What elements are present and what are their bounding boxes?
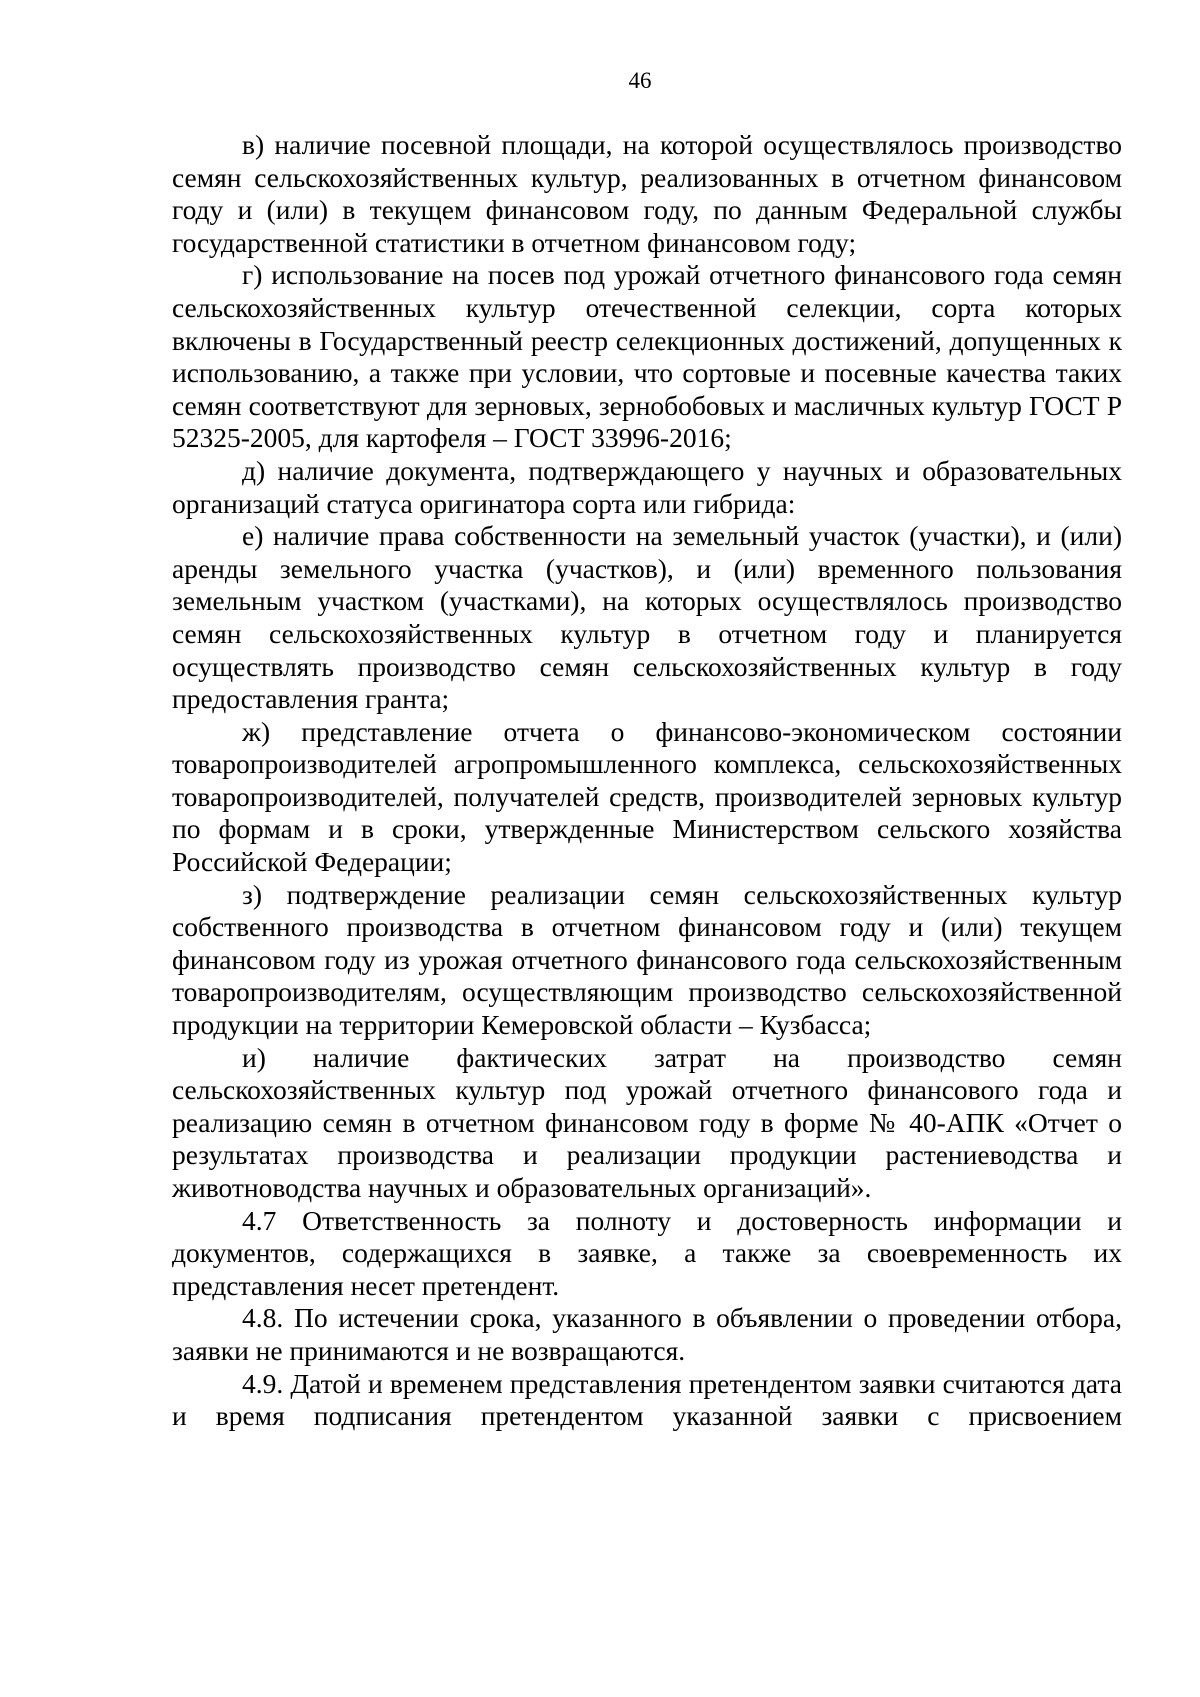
paragraph-4-9: 4.9. Датой и временем представления претендентом заявки считаются дата и время подписания претендентом указанной заявки с присвоением [172,1367,1122,1432]
paragraph-i: и) наличие фактических затрат на производство семян сельскохозяйственных культур под урожай отчетного финансового года и реализацию семян в отчетном финансовом году в форме № 40-АПК «Отчет о результатах производства и реализации продукции растениеводства и животноводства научных и образовательных организаций». [172,1041,1122,1203]
paragraph-4-7: 4.7 Ответственность за полноту и достоверность информации и документов, содержащихся в заявке, а также за своевременность их представления несет претендент. [172,1204,1122,1301]
page-number: 46 [628,68,652,93]
paragraph-v: в) наличие посевной площади, на которой осуществлялось производство семян сельскохозяйственных культур, реализованных в отчетном финансовом году и (или) в текущем финансовом году, по данным Федеральной службы государственной статистики в отчетном финансовом году; [172,129,1122,258]
paragraph-zh: ж) представление отчета о финансово-экономическом состоянии товаропроизводителей агропромышленного комплекса, сельскохозяйственных товаропроизводителей, получателей средств, производителей зерновых культур по формам и в сроки, утвержденные Министерством сельского хозяйства Российской Федерации; [172,715,1122,878]
paragraph-z: з) подтверждение реализации семян сельскохозяйственных культур собственного производства в отчетном финансовом году и (или) текущем финансовом году из урожая отчетного финансового года сельскохозяйственным товаропроизводителям, осуществляющим производство сельскохозяйственной продукции на территории Кемеровской области – Кузбасса; [172,878,1122,1041]
paragraph-g: г) использование на посев под урожай отчетного финансового года семян сельскохозяйственных культур отечественной селекции, сорта которых включены в Государственный реестр селекционных достижений, допущенных к использованию, а также при условии, что сортовые и посевные качества таких семян соответствуют для зерновых, зернобобовых и масличных культур ГОСТ Р 52325-2005, для картофеля – ГОСТ 33996-2016; [172,259,1122,454]
document-body [172,129,1122,1433]
paragraph-4-8: 4.8. По истечении срока, указанного в объявлении о проведении отбора, заявки не принимаются и не возвращаются. [172,1302,1122,1366]
paragraph-e: е) наличие права собственности на земельный участок (участки), и (или) аренды земельного участка (участков), и (или) временного пользования земельным участком (участками), на которых осуществлялось производство семян сельскохозяйственных культур в отчетном году и планируется осуществлять производство семян сельскохозяйственных культур в году предоставления гранта; [172,520,1122,715]
paragraph-d: д) наличие документа, подтверждающего у научных и образовательных организаций статуса оригинатора сорта или гибрида: [172,454,1122,519]
